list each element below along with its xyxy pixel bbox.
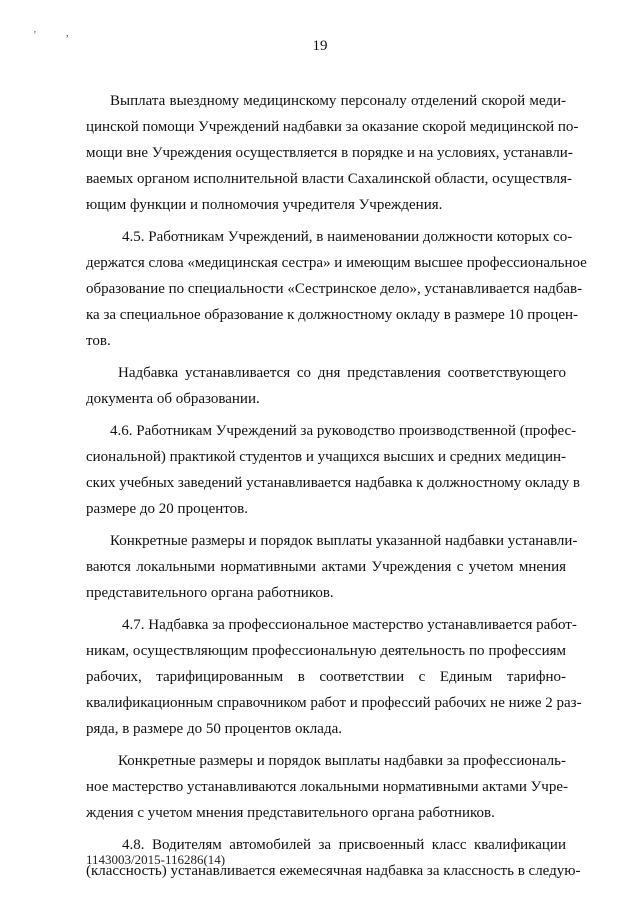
scan-mark: ' (34, 30, 36, 41)
text-line: документа об образовании. (86, 391, 260, 407)
text-line: Надбавка устанавливается со дня представления соответствующего (118, 365, 566, 381)
text-line: (классность) устанавливается ежемесячная надбавка за классность в следую- (86, 863, 581, 879)
document-body (86, 88, 587, 884)
text-line: ских учебных заведений устанавливается надбавка к должностному окладу в (86, 475, 580, 491)
text-line: сиональной) практикой студентов и учащихся высших и средних медицин- (86, 449, 566, 465)
page-number: 19 (312, 38, 328, 54)
text-line: 4.5. Работникам Учреждений, в наименовании должности которых со- (122, 229, 573, 245)
text-line: рабочих, тарифицированным в соответствии с Единым тарифно- (86, 669, 566, 685)
paragraph-nadbavka-date (86, 360, 566, 412)
text-line: ющим функции и полномочия учредителя Учреждения. (86, 197, 443, 213)
text-line: представительного органа работников. (86, 585, 334, 601)
text-line: ваются локальными нормативными актами Учреждения с учетом мнения (86, 559, 566, 575)
paragraph-specific-amounts-1 (86, 528, 578, 606)
text-line: ка за специальное образование к должностному окладу в размере 10 процен- (86, 307, 579, 323)
text-line: 4.8. Водителям автомобилей за присвоенный класс квалификации (122, 837, 566, 853)
text-line: Конкретные размеры и порядок выплаты указанной надбавки устанавли- (110, 533, 578, 549)
text-line: цинской помощи Учреждений надбавки за оказание скорой медицинской по- (86, 119, 579, 135)
text-line: квалификационным справочником работ и профессий рабочих не ниже 2 раз- (86, 695, 582, 711)
paragraph-4-7 (86, 612, 582, 742)
document-footer-id: 1143003/2015-116286(14) (86, 852, 226, 867)
text-line: держатся слова «медицинская сестра» и имеющим высшее профессиональное (86, 255, 587, 271)
text-line: тов. (86, 333, 111, 349)
text-line: размере до 20 процентов. (86, 501, 248, 517)
text-line: ваемых органом исполнительной власти Сахалинской области, осуществля- (86, 171, 573, 187)
paragraph-4-6 (86, 418, 580, 522)
text-line: мощи вне Учреждения осуществляется в порядке и на условиях, устанавли- (86, 145, 573, 161)
text-line: 4.7. Надбавка за профессиональное мастерство устанавливается работ- (122, 617, 577, 633)
text-line: Конкретные размеры и порядок выплаты надбавки за профессиональ- (118, 753, 566, 769)
scan-mark: , (66, 28, 69, 39)
text-line: 4.6. Работникам Учреждений за руководство производственной (профес- (110, 423, 577, 439)
text-line: ждения с учетом мнения представительного органа работников. (86, 805, 495, 821)
paragraph-specific-amounts-2 (86, 748, 566, 826)
text-line: ряда, в размере до 50 процентов оклада. (86, 721, 342, 737)
paragraph-4-5 (86, 224, 587, 354)
paragraph-payment-ambulance (86, 88, 579, 218)
text-line: никам, осуществляющим профессиональную деятельность по профессиям (86, 643, 566, 659)
text-line: образование по специальности «Сестринское дело», устанавливается надбав- (86, 281, 583, 297)
text-line: ное мастерство устанавливаются локальными нормативными актами Учре- (86, 779, 568, 795)
text-line: Выплата выездному медицинскому персоналу отделений скорой меди- (110, 93, 566, 109)
